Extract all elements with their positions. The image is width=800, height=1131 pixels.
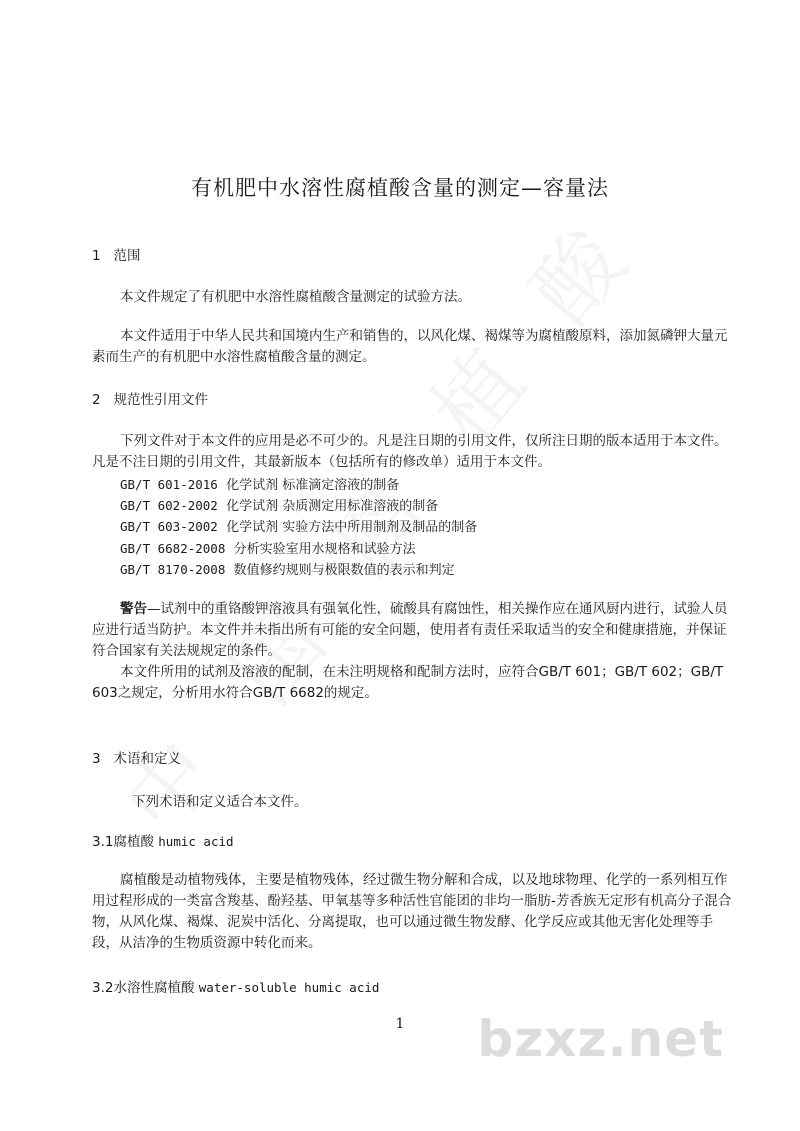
term-3-1-definition: 腐植酸是动植物残体，主要是植物残体，经过微生物分解和合成，以及地球物理、化学的一系列相互作用过程形成的一类富含羧基、酚羟基、甲氧基等多种活性官能团的非均一脂肪-芳香族无定形有机高分子混合物，从风化煤、褐煤、泥炭中活化、分离提取，也可以通过微生物发酵、化学反应或其他无害化处理等手段，从洁净的生物质资源中转化而来。 [92,872,732,951]
scope-paragraph-2: 本文件适用于中华人民共和国境内生产和销售的，以风化煤、褐煤等为腐植酸原料，添加氮磷钾大量元素而生产的有机肥中水溶性腐植酸含量的测定。 [92,328,728,365]
section-title: 术语和定义 [113,751,181,767]
section-1-heading [92,244,140,264]
section-number: 3 [92,751,101,767]
section-3-heading [92,747,181,767]
reference-code: GB/T 603-2002 [120,519,218,534]
warning-paragraph [92,599,734,662]
reference-item [120,538,416,557]
warning-label: 警告 [120,601,147,617]
reference-code: GB/T 6682-2008 [120,541,226,556]
reference-code: GB/T 602-2002 [120,498,218,513]
term-number: 3.1 [92,834,114,850]
reference-item [120,495,438,514]
section-number: 2 [92,392,101,408]
site-watermark-logo: bzxz.net [477,1010,724,1068]
section-number: 1 [92,248,101,264]
reagent-paragraph: 本文件所用的试剂及溶液的配制，在未注明规格和配制方法时，应符合GB/T 601；GB/T 602；GB/T 603之规定，分析用水符合GB/T 6682的规定。 [92,664,724,701]
scope-paragraph-1: 本文件规定了有机肥中水溶性腐植酸含量测定的试验方法。 [120,289,471,305]
section-2-heading [92,388,208,408]
term-chinese: 水溶性腐植酸 [113,980,195,996]
section-title: 范围 [113,248,141,264]
section-title: 规范性引用文件 [113,392,208,408]
warning-text: —试剂中的重铬酸钾溶液具有强氧化性，硫酸具有腐蚀性，相关操作应在通风厨内进行，试验人员应进行适当防护。本文件并未指出所有可能的安全问题，使用者有责任采取适当的安全和健康措施，并保证符合国家有关法规规定的条件。 [92,601,728,659]
reference-code: GB/T 601-2016 [120,477,218,492]
reference-title: 化学试剂 实验方法中所用制剂及制品的制备 [226,520,478,535]
term-english: water-soluble humic acid [198,980,380,995]
reference-code: GB/T 8170-2008 [120,562,226,577]
page-number: 1 [395,1016,405,1032]
term-3-1-heading [92,830,234,850]
reference-title: 化学试剂 杂质测定用标准溶液的制备 [226,499,439,514]
term-number: 3.2 [92,980,114,996]
reference-title: 数值修约规则与极限数值的表示和判定 [233,563,455,578]
reference-title: 化学试剂 标准滴定溶液的制备 [226,478,400,493]
reference-title: 分析实验室用水规格和试验方法 [233,542,416,557]
reference-item [120,474,399,493]
references-intro: 下列文件对于本文件的应用是必不可少的。凡是注日期的引用文件，仅所注日期的版本适用于本文件。凡是不注日期的引用文件，其最新版本（包括所有的修改单）适用于本文件。 [92,433,728,470]
document-title: 有机肥中水溶性腐植酸含量的测定—容量法 [191,176,609,200]
reference-item [120,516,477,535]
term-chinese: 腐植酸 [113,834,154,850]
watermark-char [498,199,648,345]
term-english: humic acid [158,834,234,849]
terms-intro: 下列术语和定义适合本文件。 [132,794,308,810]
term-3-2-heading [92,976,379,996]
reference-item [120,559,455,578]
